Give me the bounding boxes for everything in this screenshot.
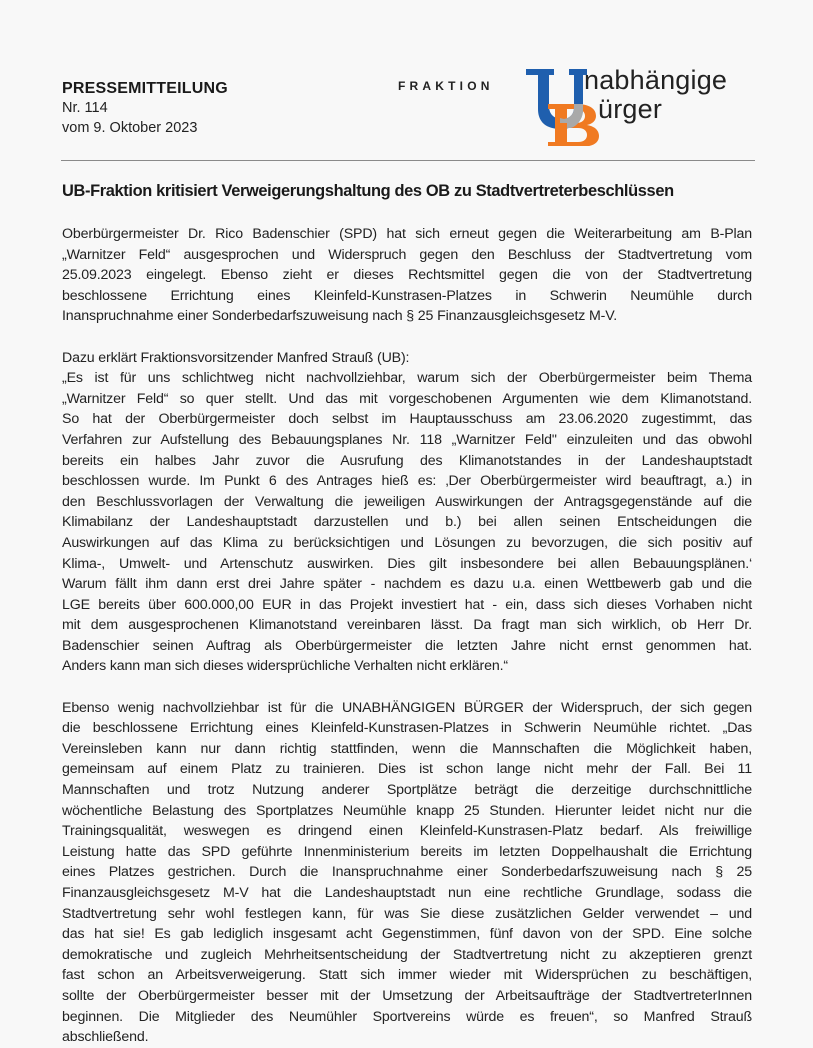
- text-line: beginnen. Die Mitglieder des Neumühler Sportvereins würde es freuen“, so Manfred Strauß: [62, 1008, 752, 1025]
- article-body: [62, 224, 752, 1048]
- paragraph-sportplatz: [62, 698, 752, 1048]
- text-line: 25.09.2023 eingelegt. Ebenso zieht er dieses Rechtsmittel gegen die von der Stadtvertretung: [62, 267, 752, 284]
- text-line: eines Platzes gestrichen. Durch die Inanspruchnahme einer Sonderbedarfszuweisung nach § 25: [62, 864, 752, 881]
- text-line: So hat der Oberbürgermeister doch selbst im Hauptausschuss am 23.06.2020 zugestimmt, das: [62, 411, 752, 428]
- text-line: Klimabilanz der Landeshauptstadt darzustellen und b.) bei allen seinen Entscheidungen die: [62, 514, 752, 531]
- text-line: „Warnitzer Feld“ ausgesprochen und Widerspruch gegen den Beschluss der Stadtvertretung vom: [62, 246, 752, 263]
- logo-text-buerger: ürger: [598, 94, 663, 124]
- text-line: abschließend.: [62, 1029, 149, 1046]
- text-line: Auswirkungen auf das Klima zu berücksichtigen und Lösungen zu bevorzugen, die sich positiv auf: [62, 534, 752, 551]
- header-divider: [61, 160, 755, 161]
- text-line: Vereinsleben kann nur dann richtig stattfinden, wenn die Mannschaften die Möglichkeit haben,: [62, 740, 752, 757]
- press-release-header: [62, 79, 228, 138]
- text-line: sollte der Oberbürgermeister besser mit der Umsetzung der Arbeitsaufträge der StadtvertreterInnen: [62, 987, 752, 1004]
- text-line: Leistung hatte das SPD geführte Innenministerium bereits im letzten Doppelhaushalt die Errichtung: [62, 843, 752, 860]
- headline: UB-Fraktion kritisiert Verweigerungshaltung des OB zu Stadtvertreterbeschlüssen: [62, 182, 674, 200]
- text-line: demokratische und zugleich Mehrheitsentscheidung der Stadtvertretung nicht zu akzeptieren grenzt: [62, 946, 752, 963]
- text-line: Badenschier seinen Auftrag als Oberbürgermeister die letzten Jahre nicht ernst genommen hat.: [62, 637, 752, 654]
- text-line: gemeinsam auf einem Platz zu trainieren. Dies ist schon lange nicht mehr der Fall. Bei 11: [62, 761, 752, 778]
- text-line: Klima-, Umwelt- und Artenschutz auswirken. Dies gilt insbesondere bei allen Bebauungsplänen.‘: [62, 555, 752, 572]
- logo-text-unabhaengige: nabhängige: [584, 65, 728, 95]
- text-line: Dazu erklärt Fraktionsvorsitzender Manfred Strauß (UB):: [62, 349, 410, 366]
- text-line: Warum fällt ihm dann erst drei Jahre später - nachdem es dazu u.a. einen Wettbewerb gab und die: [62, 576, 752, 593]
- text-line: die beschlossene Errichtung eines Kleinfeld-Kunstrasen-Platzes in Schwerin Neumühle richtet. „Das: [62, 720, 752, 737]
- paragraph-statement: [62, 348, 752, 678]
- text-line: Anders kann man sich dieses widersprüchliche Verhalten nicht erklären.“: [62, 658, 508, 675]
- text-line: Verfahren zur Aufstellung des Bebauungsplanes Nr. 118 „Warnitzer Feld" einzuleiten und das obwohl: [62, 431, 752, 448]
- text-line: fast schon an Arbeitsverweigerung. Statt sich immer wieder mit Widersprüchen zu beschäftigen,: [62, 967, 752, 984]
- text-line: Inanspruchnahme einer Sonderbedarfszuweisung nach § 25 Finanzausgleichsgesetz M-V.: [62, 308, 618, 325]
- text-line: den Beschlussvorlagen der Verwaltung die jeweiligen Auswirkungen der Antragsgegenstände auf die: [62, 493, 752, 510]
- text-line: LGE bereits über 600.000,00 EUR in das Projekt investiert hat - ein, dass sich dieses Vorhaben nicht: [62, 596, 752, 613]
- text-line: Ebenso wenig nachvollziehbar ist für die UNABHÄNGIGEN BÜRGER der Widerspruch, der sich gegen: [62, 699, 752, 716]
- text-line: Mannschaften und trotz Nutzung anderer Sportplätze beträgt die derzeitige durchschnittliche: [62, 782, 752, 799]
- release-date: vom 9. Oktober 2023: [62, 120, 198, 136]
- text-line: Stadtvertretung sehr wohl festlegen kann, für was Sie diese zusätzlichen Gelder verwendet – und: [62, 905, 752, 922]
- text-line: Finanzausgleichsgesetz M-V hat die Landeshauptstadt nun eine rechtliche Grundlage, sodass die: [62, 885, 752, 901]
- release-number: Nr. 114: [62, 100, 108, 116]
- fraktion-label: FRAKTION: [398, 79, 494, 93]
- text-line: „Es ist für uns schlichtweg nicht nachvollziehbar, warum sich der Oberbürgermeister beim Thema: [62, 370, 752, 387]
- text-line: bereits ein halbes Jahr zuvor die Ausrufung des Klimanotstandes in der Landeshauptstadt: [62, 452, 752, 469]
- text-line: Oberbürgermeister Dr. Rico Badenschier (SPD) hat sich erneut gegen die Weiterarbeitung am B-Plan: [62, 226, 752, 242]
- paragraph-intro: [62, 224, 752, 327]
- text-line: mit dem ausgesprochenen Klimanotstand vereinbaren lässt. Da fragt man sich wirklich, ob Herr Dr.: [62, 617, 752, 634]
- text-line: beschlossen wurde. Im Punkt 6 des Antrages hieß es: ‚Der Oberbürgermeister wird beauftragt, a.) in: [62, 473, 752, 490]
- text-line: beschlossene Errichtung eines Kleinfeld-Kunstrasen-Platzes in Schwerin Neumühle durch: [62, 287, 752, 304]
- text-line: wöchentliche Belastung des Sportplatzes Neumühle knapp 25 Stunden. Hierunter leidet nicht nur die: [62, 802, 752, 819]
- text-line: das hat sie! Es gab lediglich insgesamt acht Gegenstimmen, fünf davon von der SPD. Eine solche: [62, 926, 752, 943]
- doc-type-label: PRESSEMITTEILUNG: [62, 80, 228, 97]
- ub-logo: [524, 66, 774, 146]
- text-line: Trainingsqualität, weswegen es dringend einen Kleinfeld-Kunstrasen-Platz bedarf. Als freiwillige: [62, 823, 752, 840]
- text-line: „Warnitzer Feld“ so quer stellt. Und das mit vorgeschobenen Argumenten wie dem Klimanotstand.: [62, 390, 752, 407]
